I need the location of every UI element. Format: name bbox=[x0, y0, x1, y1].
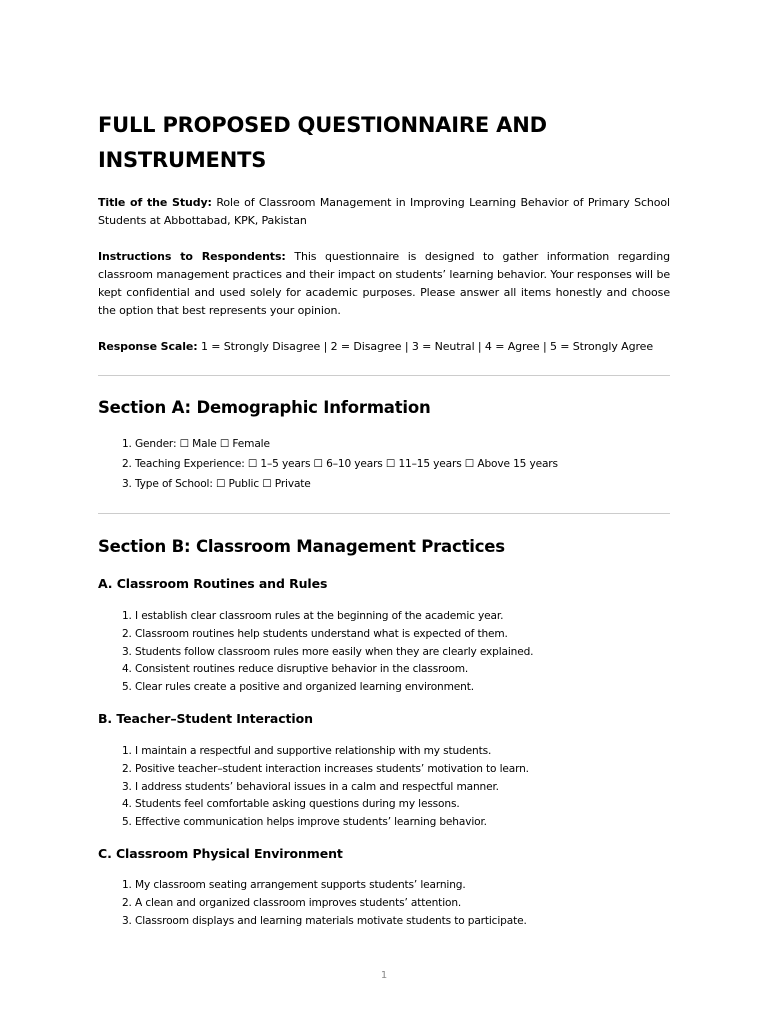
routines-list bbox=[98, 608, 533, 697]
list-item: 1. Gender: ☐ Male ☐ Female bbox=[135, 434, 558, 454]
list-item: 2. Positive teacher–student interaction increases students’ motivation to learn. bbox=[135, 761, 529, 779]
instructions-text: This questionnaire is designed to gather information regarding classroom management practices and their impact on students’ learning behavior. Your responses will be kept confidential and used solely for academic purposes. Please answer all items honestly and choose the option that best represents your opinion. bbox=[98, 250, 670, 317]
list-item: 3. Students follow classroom rules more easily when they are clearly explained. bbox=[135, 644, 533, 662]
interaction-list bbox=[98, 743, 529, 832]
section-divider bbox=[98, 513, 670, 514]
demographic-list bbox=[98, 434, 558, 494]
list-item: 4. Consistent routines reduce disruptive behavior in the classroom. bbox=[135, 661, 533, 679]
document-title: FULL PROPOSED QUESTIONNAIRE AND INSTRUMENTS bbox=[98, 113, 547, 172]
response-scale-text: 1 = Strongly Disagree | 2 = Disagree | 3 = Neutral | 4 = Agree | 5 = Strongly Agree bbox=[200, 340, 654, 353]
instructions-label: Instructions to Respondents: bbox=[98, 250, 286, 263]
section-b-heading: Section B: Classroom Management Practices bbox=[98, 537, 505, 556]
list-item: 3. Classroom displays and learning materials motivate students to participate. bbox=[135, 913, 527, 931]
list-item: 2. Teaching Experience: ☐ 1–5 years ☐ 6–10 years ☐ 11–15 years ☐ Above 15 years bbox=[135, 454, 558, 474]
instructions-paragraph bbox=[98, 248, 670, 320]
list-item: 5. Effective communication helps improve students’ learning behavior. bbox=[135, 814, 529, 832]
list-item: 3. I address students’ behavioral issues in a calm and respectful manner. bbox=[135, 779, 529, 797]
section-divider bbox=[98, 375, 670, 376]
list-item: 2. A clean and organized classroom improves students’ attention. bbox=[135, 895, 527, 913]
response-scale-paragraph bbox=[98, 338, 670, 356]
list-item: 5. Clear rules create a positive and organized learning environment. bbox=[135, 679, 533, 697]
list-item: 1. My classroom seating arrangement supports students’ learning. bbox=[135, 877, 527, 895]
list-item: 1. I establish clear classroom rules at the beginning of the academic year. bbox=[135, 608, 533, 626]
environment-list bbox=[98, 877, 527, 930]
subsection-heading-interaction: B. Teacher–Student Interaction bbox=[98, 711, 313, 726]
subsection-heading-environment: C. Classroom Physical Environment bbox=[98, 846, 343, 861]
list-item: 4. Students feel comfortable asking questions during my lessons. bbox=[135, 796, 529, 814]
study-title-text: Role of Classroom Management in Improving Learning Behavior of Primary School Students at Abbottabad, KPK, Pakistan bbox=[98, 196, 670, 227]
list-item: 2. Classroom routines help students understand what is expected of them. bbox=[135, 626, 533, 644]
study-title-paragraph bbox=[98, 194, 670, 230]
response-scale-label: Response Scale: bbox=[98, 340, 198, 353]
section-a-heading: Section A: Demographic Information bbox=[98, 398, 431, 417]
subsection-heading-routines: A. Classroom Routines and Rules bbox=[98, 576, 328, 591]
page-number: 1 bbox=[380, 970, 388, 981]
list-item: 1. I maintain a respectful and supportive relationship with my students. bbox=[135, 743, 529, 761]
list-item: 3. Type of School: ☐ Public ☐ Private bbox=[135, 474, 558, 494]
study-title-label: Title of the Study: bbox=[98, 196, 212, 209]
